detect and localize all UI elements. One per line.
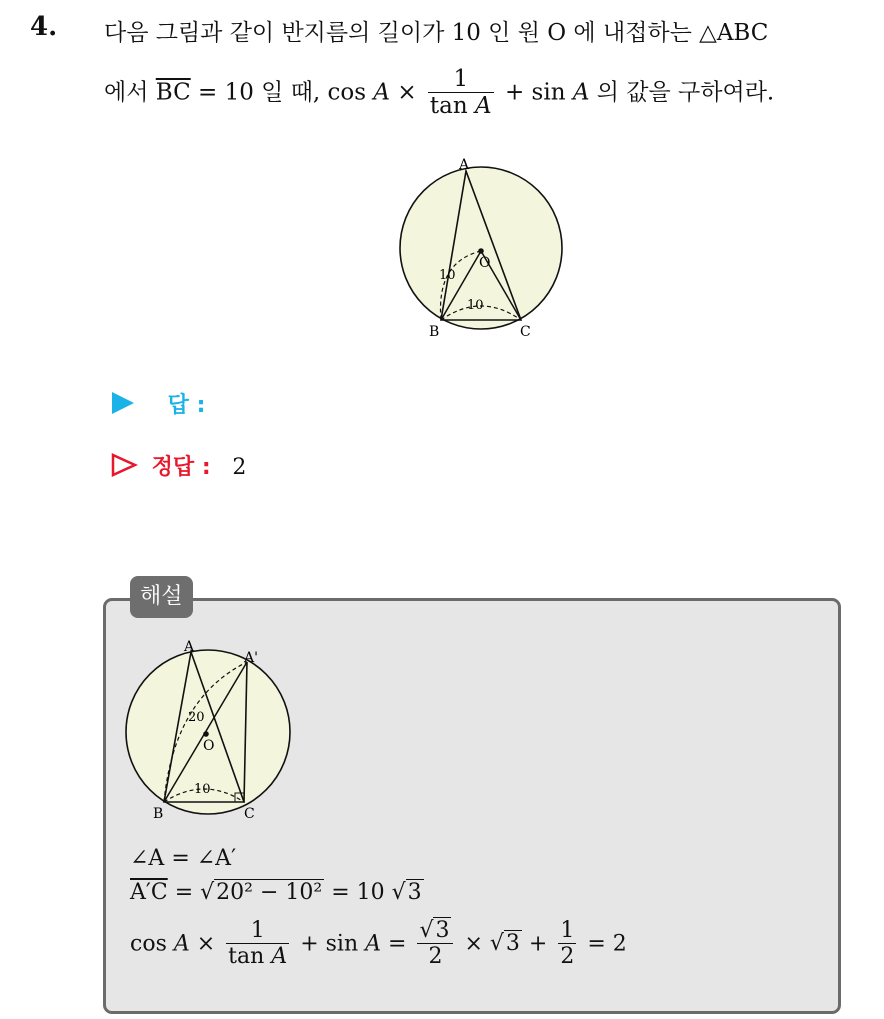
solution-line-3 — [130, 918, 627, 971]
fraction-denominator: 2 — [417, 943, 453, 970]
angle-a: A — [475, 93, 492, 120]
fraction-numerator: 1 — [250, 918, 265, 943]
sqrt-expression: √20² − 10² — [200, 880, 323, 905]
label-chord: 10 — [194, 782, 211, 797]
radicand: 3 — [435, 918, 450, 943]
times-sign: × — [457, 931, 490, 957]
times-sign: × — [189, 931, 223, 957]
center-dot — [203, 731, 209, 737]
answer-label: 답 : — [167, 393, 206, 418]
angle-a: A — [365, 931, 382, 957]
fraction-numerator: 1 — [560, 918, 575, 943]
equals-sign: = — [381, 931, 414, 957]
label-b: B — [429, 324, 440, 340]
segment-a-prime-c: A′C — [130, 880, 168, 905]
label-a: A — [184, 639, 195, 655]
fraction-1-over-tan — [428, 66, 494, 121]
radicand: 3 — [407, 880, 422, 905]
fraction-denominator: 2 — [560, 944, 575, 970]
sqrt-three: √3 — [391, 880, 422, 905]
radicand: 20² − 10² — [216, 880, 323, 905]
label-radius: 10 — [439, 268, 456, 283]
plus-sign: + — [521, 931, 555, 957]
problem-text-post: 의 값을 구하여라. — [589, 79, 775, 106]
filled-triangle-icon — [110, 390, 136, 416]
problem-text-pre: 에서 — [104, 79, 156, 106]
plus-sin-text: + sin — [293, 931, 359, 957]
problem-text: 다음 그림과 같이 반지름의 길이가 10 인 원 O 에 내접하는 — [104, 20, 700, 46]
fraction-sqrt3-over-2 — [417, 918, 453, 971]
tan-text: tan — [228, 944, 265, 970]
label-a-prime: A' — [244, 650, 258, 666]
key-row — [110, 450, 246, 481]
key-value: 2 — [232, 455, 247, 480]
cos-text: cos — [327, 79, 367, 106]
times-sign: × — [390, 79, 424, 106]
circle-figure — [390, 150, 580, 345]
key-label: 정답 : — [151, 455, 211, 480]
result-text: = 2 — [580, 931, 627, 957]
solution-line-2 — [130, 880, 424, 905]
triangle-label: △ABC — [699, 20, 769, 46]
problem-line-1 — [104, 14, 768, 47]
fraction-numerator: √3 — [419, 918, 450, 943]
fraction-1-over-tan — [226, 918, 289, 971]
center-dot — [478, 248, 484, 254]
segment-bc: $\overline{BC}$ — [155, 79, 191, 106]
fraction-1-over-2 — [558, 918, 576, 971]
solution-line-1: ∠A = ∠A′ — [130, 846, 237, 871]
angle-a: A — [271, 944, 288, 970]
sqrt-three: √3 — [489, 931, 520, 957]
fraction-denominator — [226, 943, 289, 970]
label-c: C — [520, 324, 531, 340]
outline-triangle-icon — [110, 452, 138, 478]
angle-a: A — [173, 931, 190, 957]
label-diameter: 20 — [188, 710, 205, 725]
label-b: B — [153, 806, 164, 822]
fraction-numerator: 1 — [453, 66, 469, 92]
radicand: 3 — [505, 931, 520, 957]
fraction-denominator — [428, 92, 494, 121]
label-chord: 10 — [467, 298, 484, 313]
angle-a: A — [572, 79, 590, 106]
label-o: O — [479, 255, 491, 271]
equals-sign: = — [167, 880, 201, 905]
angle-a: A — [373, 79, 391, 106]
equals-ten: = 10 — [324, 880, 392, 905]
cos-text: cos — [130, 931, 167, 957]
label-o: O — [203, 738, 215, 754]
tan-text: tan — [429, 93, 468, 120]
plus-sin-text: + sin — [497, 79, 566, 106]
problem-line-2 — [104, 66, 774, 121]
label-a: A — [459, 157, 470, 173]
solution-figure — [118, 636, 298, 824]
problem-text-eq: = 10 일 때, — [190, 79, 328, 106]
label-c: C — [244, 806, 255, 822]
solution-tab: 해설 — [130, 576, 193, 618]
answer-row — [110, 388, 205, 419]
problem-number: 4. — [30, 12, 58, 42]
